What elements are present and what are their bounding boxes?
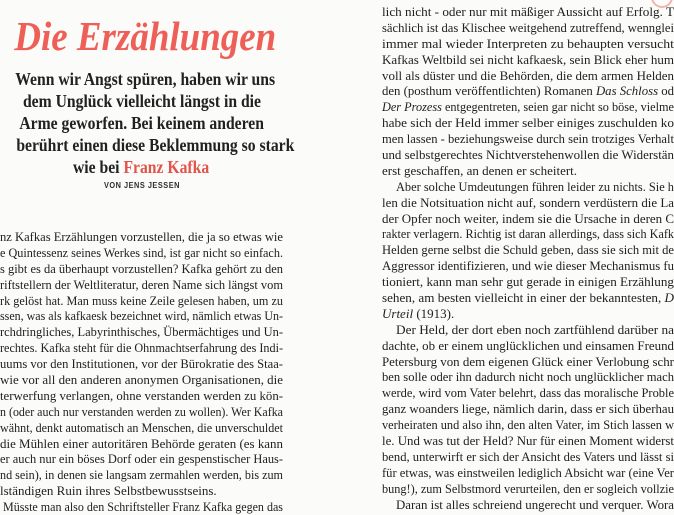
text-line (382, 369, 674, 385)
text-line (382, 258, 674, 274)
text-line (382, 20, 674, 36)
text-line (382, 115, 674, 131)
text-segment: wie vor all den anderen anonymen Organisationen, die (0, 372, 283, 388)
text-segment: rchdringliches, Labyrinthisches, Übermächtiges und Un- (0, 324, 283, 340)
text-segment: od (658, 83, 674, 99)
text-line (0, 156, 283, 178)
text-line (382, 401, 674, 417)
text-segment: wähnt, denkt automatisch an Menschen, die unverschuldet (0, 419, 283, 435)
text-line (382, 306, 674, 322)
text-line (0, 308, 283, 324)
text-segment: den (posthum veröffentlichten) Romanen (382, 83, 596, 99)
text-segment: entgegentreten, seien gar nicht so böse, vielme (441, 99, 674, 115)
text-segment: Urteil (382, 305, 414, 321)
text-line (382, 338, 674, 354)
text-line (0, 404, 283, 420)
text-line (382, 481, 674, 497)
text-line (0, 436, 283, 452)
text-segment: für etwas, was einstweilen lediglich Absicht war (eine Ver (382, 464, 674, 480)
text-segment: men lassen - beziehungsweise durch sein trotziges Verhalt (382, 131, 674, 147)
text-segment: habe sich der Held immer selber einiges zuschulden ko (382, 115, 674, 131)
text-line (382, 131, 674, 147)
left-column-body (0, 229, 283, 515)
text-line (382, 433, 674, 449)
text-segment: len die Notsituation nicht auf, sondern verdüstern die La (382, 194, 674, 210)
text-line (0, 229, 283, 245)
article-title-text: Die Erzählungen (14, 13, 277, 59)
text-segment: e Quintessenz seines Werkes sind, ist gar nicht so einfach. (0, 244, 283, 260)
text-segment: dem Unglück vielleicht längst in die (22, 91, 261, 111)
text-segment: terwerfung verlangen, ohne verstanden werden zu kön- (0, 387, 283, 403)
text-segment: berührt einen diese Beklemmung so stark (16, 135, 295, 155)
text-line (0, 324, 283, 340)
text-segment: Der Held, der dort eben noch zartfühlend darüber na (396, 321, 674, 337)
text-line (0, 293, 283, 309)
text-line (382, 163, 674, 179)
article-standfirst (0, 68, 295, 178)
text-line (382, 179, 674, 195)
text-line (382, 322, 674, 338)
text-segment: der Opfer noch weiter, indem sie die Ursache in deren C (382, 210, 674, 226)
text-segment: bung!), zum Selbstmord verurteilen, den er sogleich vollzie (382, 480, 674, 496)
text-segment: lständigen Ruin ihres Selbstbewusstseins. (0, 483, 217, 499)
text-segment: ssen, was als kafkaesk bezeichnet wird, nämlich etwas Un- (0, 308, 283, 324)
text-line (0, 483, 283, 499)
text-segment: verheiraten und also ihn, den alten Vater, im Stich lassen w (382, 417, 674, 433)
text-line (382, 274, 674, 290)
text-line (0, 388, 283, 404)
text-line (382, 52, 674, 68)
text-line (0, 90, 283, 112)
text-line (382, 4, 674, 20)
text-line (0, 134, 295, 156)
text-segment: und selbstgerechtes Nichtverstehenwollen die Widerstän (382, 147, 674, 163)
text-line (382, 68, 674, 84)
text-line (0, 451, 283, 467)
text-line (382, 99, 674, 115)
text-line (382, 195, 674, 211)
text-segment: Kafkas Weltbild sei nicht kafkaesk, sein Blick eher hum (382, 51, 674, 67)
text-segment: sehen, am besten vielleicht in einer der bekanntesten, (382, 290, 665, 306)
text-segment: Arme geworfen. Bei keinem anderen (19, 113, 264, 133)
text-line (382, 497, 674, 513)
text-segment: bend, unterwirft er sich der Ansicht des Vaters und lässt si (382, 448, 674, 464)
text-segment: nz Kafkas Erzählungen vorzustellen, die ja so etwas wie (0, 229, 283, 244)
text-line (0, 245, 283, 261)
text-line (0, 499, 283, 515)
text-line (382, 147, 674, 163)
text-segment: rk gelöst hat. Man muss keine Zeile gelesen haben, um zu (0, 292, 283, 308)
text-line (382, 354, 674, 370)
text-segment: D (664, 290, 674, 306)
text-segment: immer mal wieder Interpreten zu behaupten versucht (382, 35, 674, 51)
text-line (382, 449, 674, 465)
text-line (0, 467, 283, 483)
text-segment: rechtes. Kafka steht für die Ohnmachtserfahrung des Indi- (0, 340, 283, 356)
text-line (382, 417, 674, 433)
text-segment: Daran ist alles schreiend ungerecht und verquer. Wora (396, 496, 674, 512)
text-line (382, 385, 674, 401)
text-segment: erst geschaffen, an denen er scheitert. (382, 162, 578, 178)
text-segment: wie bei (73, 157, 124, 177)
text-segment: er auch nur ein böses Dorf oder ein gespenstischer Haus- (0, 451, 283, 467)
text-segment: voll als düster und die Behörden, die dem armen Helden (382, 67, 674, 83)
text-line (382, 226, 674, 242)
text-line (382, 83, 674, 99)
text-segment: Helden gerne selbst die Schuld geben, dass sie sich mit de (382, 242, 674, 258)
text-segment: Petersburg von dem eigenen Glück einer Verlobung schr (382, 353, 674, 369)
article-byline (0, 180, 283, 190)
text-segment: uums vor den Institutionen, vor der Bürokratie des Staa- (0, 356, 283, 372)
text-segment: riftstellern der Weltliteratur, deren Name sich längst vom (0, 276, 283, 292)
text-segment: werde, wird vom Vater belehrt, dass das moralische Proble (382, 385, 674, 401)
text-line (0, 277, 283, 293)
text-line (382, 465, 674, 481)
text-segment: Das Schloss (595, 83, 659, 99)
text-segment: Aber solche Umdeutungen führen leider zu nichts. Sie h (396, 178, 674, 194)
text-segment: le. Und was tut der Held? Nur für einen Moment widerst (382, 433, 674, 449)
text-line (0, 356, 283, 372)
text-segment: nd sein), in denen sie langsam zermahlen werden, bis zum (0, 467, 283, 483)
text-segment: Franz Kafka (123, 157, 210, 177)
text-line (0, 112, 283, 134)
right-column-body (382, 4, 674, 513)
text-line (0, 340, 283, 356)
text-segment: Der Prozess (382, 99, 442, 115)
text-segment: lich nicht - oder nur mit mäßiger Aussicht auf Erfolg. T (382, 4, 674, 19)
text-line (0, 68, 283, 90)
text-segment: Wenn wir Angst spüren, haben wir uns (15, 69, 276, 89)
text-segment: dachte, ob er einem unglücklichen und einsamen Freund (382, 337, 674, 353)
text-line (382, 290, 674, 306)
text-line (382, 211, 674, 227)
text-segment: Müsste man also den Schriftsteller Franz Kafka gegen das (3, 499, 283, 515)
text-segment: (1913). (413, 305, 455, 321)
text-line (0, 420, 283, 436)
text-segment: tioniert, kann man sehr gut gerade in einigen Erzählung (382, 274, 674, 290)
article-title (0, 12, 283, 60)
text-segment: sächlich ist das Klischee weitgehend zutreffend, wennglei (382, 19, 674, 35)
text-line (382, 242, 674, 258)
text-segment: ganz woanders liege, nämlich darin, dass er sich überhau (382, 401, 674, 417)
text-line (382, 36, 674, 52)
text-segment: ben solle oder ihn dadurch nicht noch unglücklicher mach (382, 369, 674, 385)
text-segment: s gibt es da überhaupt vorzustellen? Kafka gehört zu den (0, 260, 283, 276)
article-byline-text: VON JENS JESSEN (103, 180, 180, 190)
text-line (0, 261, 283, 277)
text-segment: Aggressor identifizieren, und wie dieser Mechanismus fu (382, 258, 674, 274)
text-line (0, 372, 283, 388)
text-segment: rakter verlagern. Richtig ist daran allerdings, dass sich Kafk (382, 226, 674, 242)
text-segment: die Mühlen einer autoritären Behörde geraten (es kann (0, 435, 283, 451)
text-segment: n (oder auch nur verstanden werden zu wollen). Wer Kafka (0, 403, 283, 419)
